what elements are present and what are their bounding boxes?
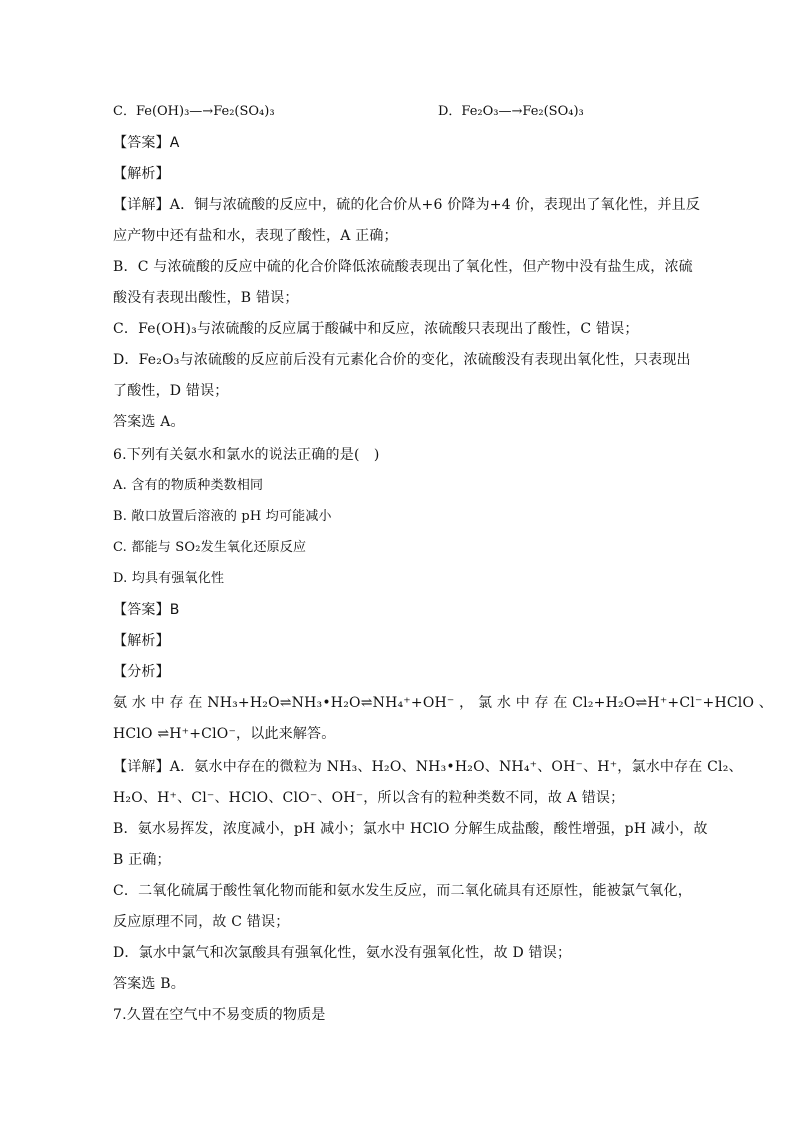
q5-line-5: C．Fe(OH)₃与浓硫酸的反应属于酸碱中和反应，浓硫酸只表现出了酸性，C 错误； bbox=[113, 321, 639, 337]
option-d: D．Fe₂O₃—→Fe₂(SO₄)₃ bbox=[438, 104, 584, 119]
q5-line-8: 答案选 A。 bbox=[113, 414, 185, 430]
q6-option-a: A. 含有的物质种类数相同 bbox=[113, 478, 264, 493]
document-page bbox=[113, 0, 773, 1123]
q5-analysis-tag: 【解析】 bbox=[113, 166, 170, 182]
q6-option-b: B. 敞口放置后溶液的 pH 均可能减小 bbox=[113, 509, 332, 524]
q6-option-d: D. 均具有强氧化性 bbox=[113, 571, 225, 586]
q6-line-2: HClO ⇌H⁺+ClO⁻，以此来解答。 bbox=[113, 726, 336, 742]
q5-line-7: 了酸性，D 错误； bbox=[113, 383, 229, 399]
q6-option-c: C. 都能与 SO₂发生氧化还原反应 bbox=[113, 540, 307, 555]
q6-line-5: B．氨水易挥发，浓度减小，pH 减小；氯水中 HClO 分解生成盐酸，酸性增强，pH 减小，故 bbox=[113, 821, 708, 837]
q6-line-9: D．氯水中氯气和次氯酸具有强氧化性，氨水没有强氧化性，故 D 错误； bbox=[113, 945, 572, 961]
q5-answer: 【答案】A bbox=[113, 135, 180, 151]
q6-question: 6.下列有关氨水和氯水的说法正确的是( ) bbox=[113, 447, 380, 463]
q6-line-1: 氨 水 中 存 在 NH₃+H₂O⇌NH₃•H₂O⇌NH₄⁺+OH⁻ ， 氯 水 中 存 在 Cl₂+H₂O⇌H⁺+Cl⁻+HClO 、 bbox=[113, 695, 773, 711]
option-row-cd bbox=[113, 102, 683, 122]
q6-line-7: C．二氧化硫属于酸性氧化物而能和氨水发生反应，而二氧化硫具有还原性，能被氯气氧化， bbox=[113, 883, 692, 899]
q5-line-4: 酸没有表现出酸性，B 错误； bbox=[113, 290, 299, 306]
q6-line-10: 答案选 B。 bbox=[113, 976, 185, 992]
q6-line-8: 反应原理不同，故 C 错误； bbox=[113, 914, 290, 930]
q7-question: 7.久置在空气中不易变质的物质是 bbox=[113, 1007, 326, 1023]
q5-line-2: 应产物中还有盐和水，表现了酸性，A 正确； bbox=[113, 228, 398, 244]
q6-line-3: 【详解】A．氨水中存在的微粒为 NH₃、H₂O、NH₃•H₂O、NH₄⁺、OH⁻、H⁺，氯水中存在 Cl₂、 bbox=[113, 759, 743, 775]
q6-analysis-tag: 【解析】 bbox=[113, 633, 170, 649]
q6-fenxi-tag: 【分析】 bbox=[113, 664, 170, 680]
q5-line-1: 【详解】A．铜与浓硫酸的反应中，硫的化合价从+6 价降为+4 价，表现出了氧化性，并且反 bbox=[113, 197, 701, 213]
option-c: C．Fe(OH)₃—→Fe₂(SO₄)₃ bbox=[113, 104, 275, 119]
q5-line-6: D．Fe₂O₃与浓硫酸的反应前后没有元素化合价的变化，浓硫酸没有表现出氧化性，只表现出 bbox=[113, 352, 691, 368]
q5-line-3: B．C 与浓硫酸的反应中硫的化合价降低浓硫酸表现出了氧化性，但产物中没有盐生成，浓硫 bbox=[113, 259, 693, 275]
q6-line-4: H₂O、H⁺、Cl⁻、HClO、ClO⁻、OH⁻，所以含有的粒种类数不同，故 A 错误； bbox=[113, 790, 625, 806]
q6-answer: 【答案】B bbox=[113, 602, 180, 618]
q6-line-6: B 正确； bbox=[113, 852, 171, 868]
